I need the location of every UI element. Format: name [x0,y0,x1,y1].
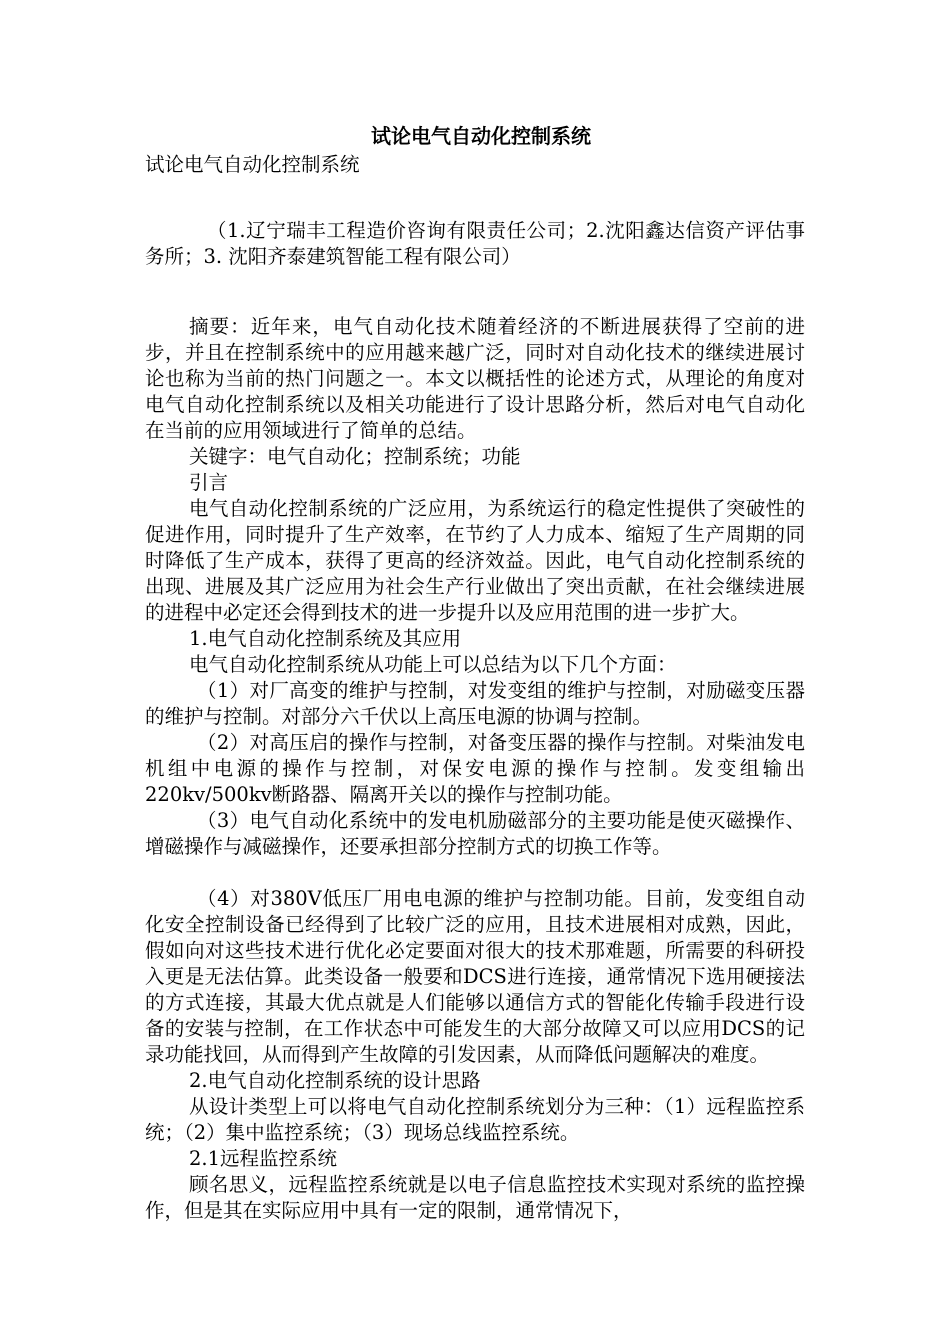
section-heading-1: 1.电气自动化控制系统及其应用 [189,627,462,650]
document-title: 试论电气自动化控制系统 [371,124,591,148]
abstract-paragraph: 摘要：近年来，电气自动化技术随着经济的不断进展获得了空前的进步，并且在控制系统中的应用越来越广泛，同时对自动化技术的继续进展讨论也称为当前的热门问题之一。本文以概括性的论述方式，从理论的角度对电气自动化控制系统以及相关功能进行了设计思路分析，然后对电气自动化在当前的应用领域进行了简单的总结。 [145,315,805,442]
body-paragraph: 顾名思义，远程监控系统就是以电子信息监控技术实现对系统的监控操作，但是其在实际应用中具有一定的限制，通常情况下， [145,1173,805,1222]
body-paragraph: 从设计类型上可以将电气自动化控制系统划分为三种：（1）远程监控系统；（2）集中监控系统；（3）现场总线监控系统。 [145,1095,805,1144]
body-paragraph: 电气自动化控制系统的广泛应用，为系统运行的稳定性提供了突破性的促进作用，同时提升了生产效率，在节约了人力成本、缩短了生产周期的同时降低了生产成本，获得了更高的经济效益。因此，电气自动化控制系统的出现、进展及其广泛应用为社会生产行业做出了突出贡献，在社会继续进展的进程中必定还会得到技术的进一步提升以及应用范围的进一步扩大。 [145,497,805,624]
list-item-2: （2）对高压启的操作与控制，对备变压器的操作与控制。对柴油发电机组中电源的操作与控制，对保安电源的操作与控制。发变组输出220kv/500kv断路器、隔离开关以的操作与控制功能。 [145,731,805,806]
document-page [145,120,805,1224]
document-subtitle: 试论电气自动化控制系统 [145,153,360,176]
body-paragraph: 电气自动化控制系统从功能上可以总结为以下几个方面： [189,653,677,676]
list-item-3: （3）电气自动化系统中的发电机励磁部分的主要功能是使灭磁操作、增磁操作与减磁操作，还要承担部分控制方式的切换工作等。 [145,809,805,858]
list-item-4: （4）对380V低压厂用电电源的维护与控制功能。目前，发变组自动化安全控制设备已经得到了比较广泛的应用，且技术进展相对成熟，因此，假如向对这些技术进行优化必定要面对很大的技术那难题，所需要的科研投入更是无法估算。此类设备一般要和DCS进行连接，通常情况下选用硬接法的方式连接，其最大优点就是人们能够以通信方式的智能化传输手段进行设备的安装与控制，在工作状态中可能发生的大部分故障又可以应用DCS的记录功能找回，从而得到产生故障的引发因素，从而降低问题解决的难度。 [145,887,805,1066]
section-heading-2-1: 2.1远程监控系统 [189,1147,338,1170]
section-heading-2: 2.电气自动化控制系统的设计思路 [189,1069,481,1092]
section-heading-introduction: 引言 [189,471,229,494]
list-item-1: （1）对厂高变的维护与控制，对发变组的维护与控制，对励磁变压器的维护与控制。对部分六千伏以上高压电源的协调与控制。 [145,679,805,728]
author-affiliation: （1.辽宁瑞丰工程造价咨询有限责任公司；2.沈阳鑫达信资产评估事务所；3. 沈阳齐泰建筑智能工程有限公司） [145,219,805,268]
keywords-line: 关键字：电气自动化；控制系统；功能 [189,445,521,468]
